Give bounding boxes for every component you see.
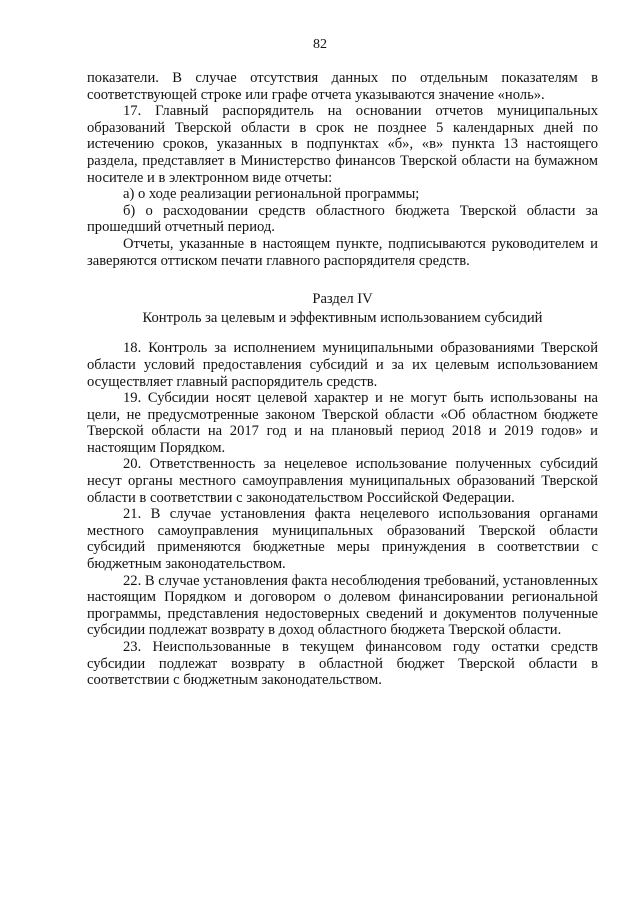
paragraph-20: 20. Ответственность за нецелевое использование полученных субсидий несут органы местного самоуправления муниципальных образований Тверской области в соответствии с законодательством Российской Федерации. <box>87 456 598 506</box>
document-body <box>87 70 598 689</box>
paragraph-17-item-b: б) о расходовании средств областного бюджета Тверской области за прошедший отчетный период. <box>87 202 598 236</box>
section-title: Раздел IV <box>312 291 373 308</box>
paragraph-19: 19. Субсидии носят целевой характер и не могут быть использованы на цели, не предусмотренные законом Тверской области «Об областном бюджете Тверской области на 2017 год и на плановый период 2018 и 2019 годов» и настоящим Порядком. <box>87 390 598 456</box>
paragraph-continuation: показатели. В случае отсутствия данных по отдельным показателям в соответствующей строке или графе отчета указываются значение «ноль». <box>87 70 598 103</box>
paragraph-17-item-a: а) о ходе реализации региональной программы; <box>123 186 420 203</box>
paragraph-18: 18. Контроль за исполнением муниципальными образованиями Тверской области условий предоставления субсидий и за их целевым использованием осуществляет главный распорядитель средств. <box>87 340 598 390</box>
page-number: 82 <box>313 37 327 52</box>
paragraph-23: 23. Неиспользованные в текущем финансовом году остатки средств субсидии подлежат возврату в областной бюджет Тверской области в соответствии с бюджетным законодательством. <box>87 639 598 689</box>
section-subtitle: Контроль за целевым и эффективным использованием субсидий <box>142 309 543 326</box>
paragraph-21: 21. В случае установления факта нецелевого использования органами местного самоуправления муниципальных образований Тверской области субсидий применяются бюджетные меры принуждения в соответствии с бюджетным законодательством. <box>87 506 598 573</box>
paragraph-17: 17. Главный распорядитель на основании отчетов муниципальных образований Тверской области в срок не позднее 5 календарных дней по истечению сроков, указанных в подпунктах «б», «в» пункта 13 настоящего раздела, представляет в Министерство финансов Тверской области на бумажном носителе и в электронном виде отчеты: <box>87 103 598 186</box>
paragraph-17-signature-note: Отчеты, указанные в настоящем пункте, подписываются руководителем и заверяются оттиском печати главного распорядителя средств. <box>87 235 598 269</box>
paragraph-22: 22. В случае установления факта несоблюдения требований, установленных настоящим Порядком и договором о долевом финансировании региональной программы, представления недостоверных сведений и документов полученные субсидии подлежат возврату в доход областного бюджета Тверской области. <box>87 572 599 639</box>
